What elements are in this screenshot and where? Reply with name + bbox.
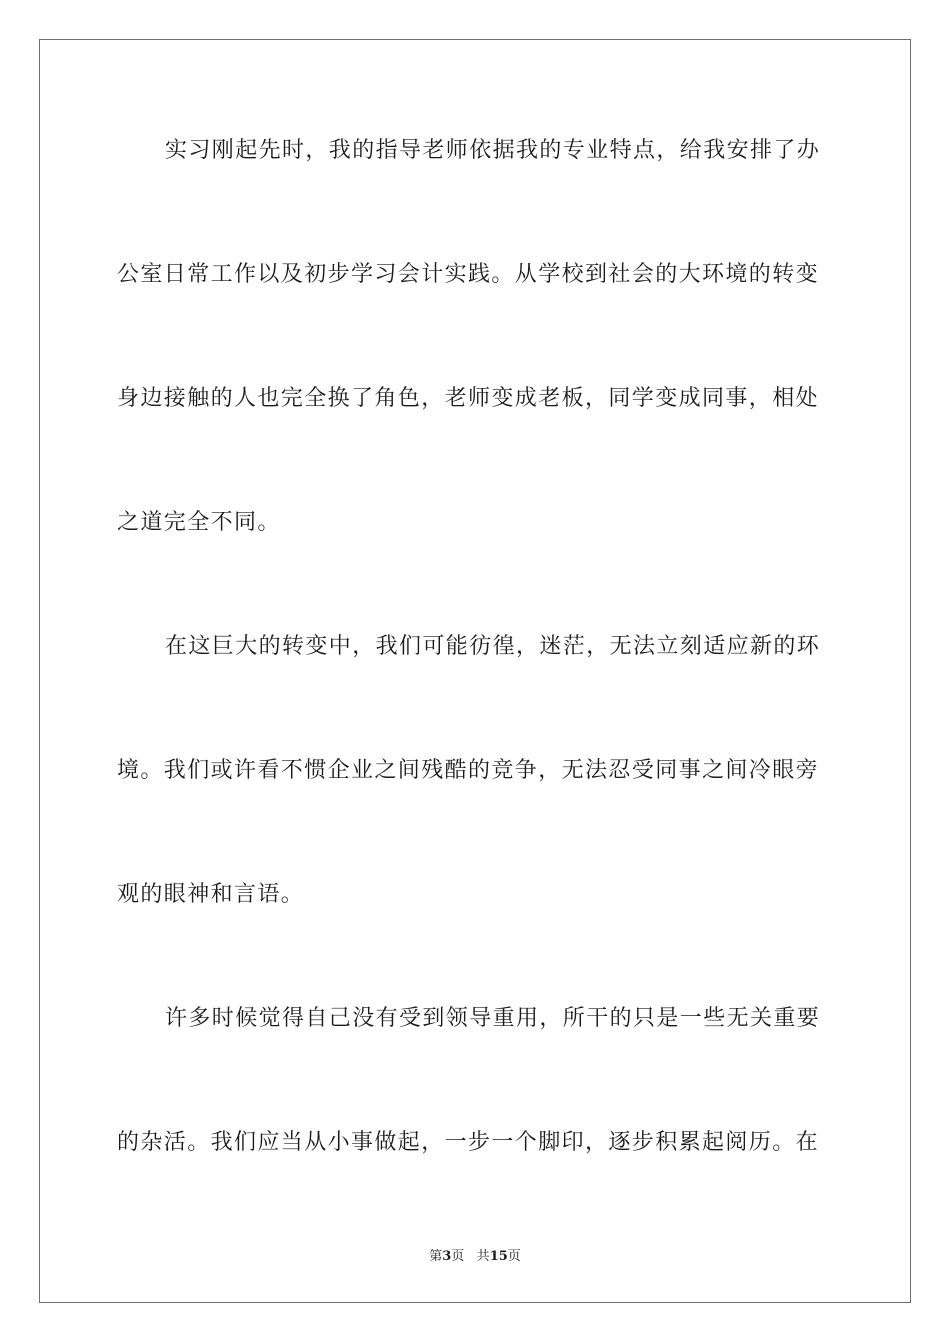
total-pages: 15: [489, 1249, 508, 1264]
paragraph-1-line-2: 公室日常工作以及初步学习会计实践。从学校到社会的大环境的转变: [117, 262, 820, 287]
page-border: [39, 39, 911, 1303]
paragraph-2-line-2: 境。我们或许看不惯企业之间残酷的竞争，无法忍受同事之间冷眼旁: [117, 758, 820, 783]
paragraph-2-line-1: 在这巨大的转变中，我们可能彷徨，迷茫，无法立刻适应新的环: [165, 634, 821, 659]
page-number: 3: [442, 1249, 452, 1264]
paragraph-3-line-2: 的杂活。我们应当从小事做起，一步一个脚印，逐步积累起阅历。在: [117, 1130, 820, 1155]
total-suffix: 页: [507, 1249, 521, 1264]
page-prefix: 第: [429, 1249, 443, 1264]
paragraph-1-line-3: 身边接触的人也完全换了角色，老师变成老板，同学变成同事，相处: [117, 386, 820, 411]
paragraph-3-line-1: 许多时候觉得自己没有受到领导重用，所干的只是一些无关重要: [165, 1006, 821, 1031]
paragraph-2-line-3: 观的眼神和言语。: [117, 882, 305, 907]
paragraph-1-line-4: 之道完全不同。: [117, 510, 281, 535]
total-prefix: 共: [476, 1249, 490, 1264]
paragraph-1-line-1: 实习刚起先时，我的指导老师依据我的专业特点，给我安排了办: [165, 138, 821, 163]
page-footer: [0, 1248, 950, 1266]
page-suffix: 页: [451, 1249, 465, 1264]
